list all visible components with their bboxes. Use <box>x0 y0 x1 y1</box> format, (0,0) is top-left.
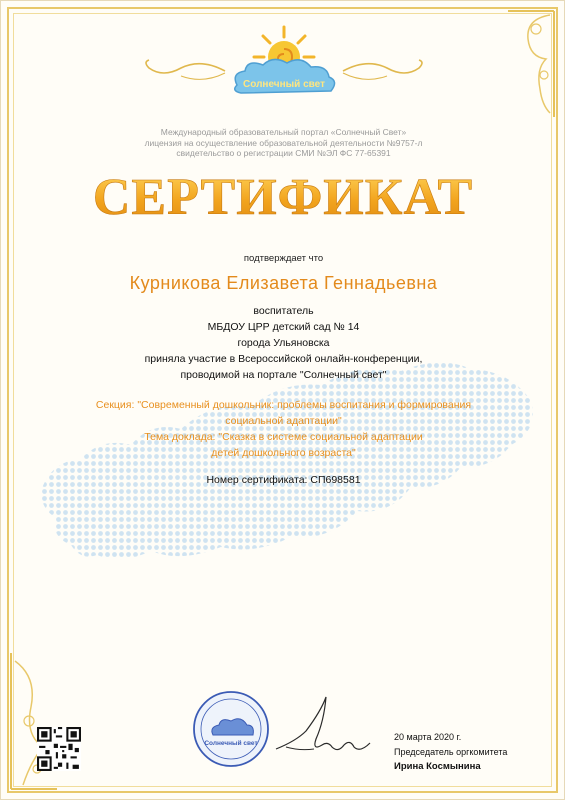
section-line-2: социальной адаптации" <box>225 415 342 427</box>
topic-line-2: детей дошкольного возраста" <box>211 447 356 459</box>
participant-details <box>61 303 506 383</box>
corner-ornament-top-right <box>506 9 556 119</box>
signer-name: Ирина Космынина <box>394 761 481 772</box>
logo-text: Солнечный свет <box>242 79 326 90</box>
confirms-text: подтверждает что <box>243 253 324 264</box>
organization-stamp <box>191 689 271 769</box>
organization-line: МБДОУ ЦРР детский сад № 14 <box>207 321 360 333</box>
issuer-license-line: лицензия на осуществление образовательной деятельности №9757-л <box>144 137 423 148</box>
qr-code[interactable] <box>37 727 81 771</box>
certificate-title-text: СЕРТИФИКАТ <box>92 169 474 224</box>
issuer-registration-line: свидетельство о регистрации СМИ №ЭЛ ФС 77-65391 <box>176 148 391 158</box>
recipient-name: Курникова Елизавета Геннадьевна <box>129 273 438 293</box>
sun-cloud-logo-icon <box>225 23 343 109</box>
certificate-number: Номер сертификата: СП698581 <box>206 474 361 486</box>
portal-line: проводимой на портале "Солнечный свет" <box>180 369 387 381</box>
section-details <box>61 397 506 461</box>
stamp-text: Солнечный свет <box>204 740 258 747</box>
topic-line-1: Тема доклада: "Сказка в системе социальной адаптации <box>144 431 423 443</box>
flourish-right <box>341 56 427 86</box>
certificate-title <box>91 166 476 224</box>
city-line: города Ульяновска <box>237 337 330 349</box>
handwritten-signature <box>266 691 376 761</box>
issuer-info <box>101 127 466 159</box>
position-line: воспитатель <box>253 305 314 317</box>
signer-role: Председатель оргкомитета <box>394 747 508 757</box>
flourish-left <box>141 56 227 86</box>
issuer-portal-line: Международный образовательный портал «Солнечный Свет» <box>160 127 407 137</box>
section-line-1: Секция: "Современный дошкольник: проблемы воспитания и формирования <box>95 399 472 411</box>
issue-date: 20 марта 2020 г. <box>394 732 462 742</box>
participation-line: приняла участие в Всероссийской онлайн-конференции, <box>144 353 423 365</box>
